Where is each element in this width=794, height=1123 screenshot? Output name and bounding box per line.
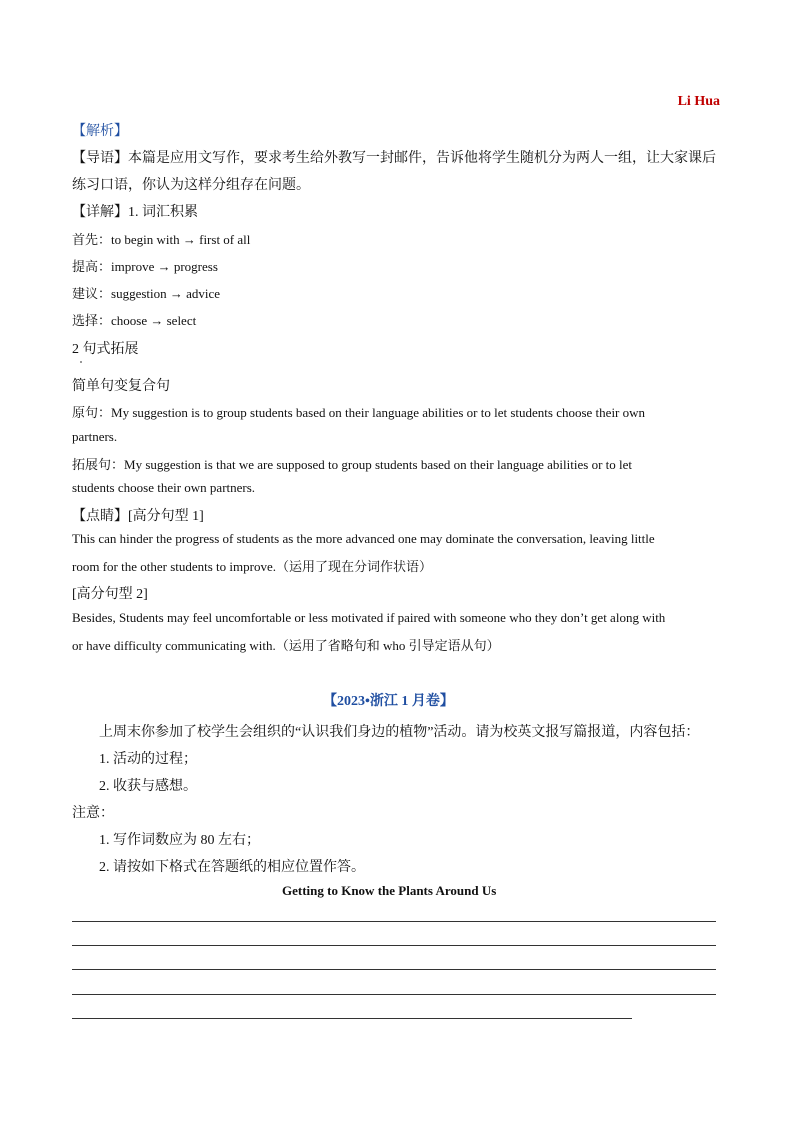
analysis-heading: 【解析】: [72, 124, 128, 139]
vocab-cn: 选择：: [72, 313, 112, 328]
high-pattern-2-line-1: Besides, Students may feel uncomfortable or less motivated if paired with someone who they don’t get along with: [72, 610, 666, 625]
vocab-item: [72, 256, 218, 275]
extended-label: 拓展句：: [72, 457, 125, 472]
high-pattern-2-title: [高分句型 2]: [72, 587, 148, 602]
answer-line: [72, 921, 716, 922]
answer-line: [72, 945, 716, 946]
vocab-cn: 建议：: [72, 286, 112, 301]
vocab-en: choose → select: [111, 313, 197, 328]
guide-line-2: 练习口语，你认为这样分组存在问题。: [72, 178, 310, 193]
highlight-label: 【点睛】: [72, 509, 128, 524]
original-sentence-line-1: [72, 402, 645, 421]
vocab-en: to begin with → first of all: [111, 232, 251, 247]
original-text-1: My suggestion is to group students based on their language abilities or to let students choose their own: [111, 405, 646, 420]
task-prompt: 上周末你参加了校学生会组织的“认识我们身边的植物”活动。请为校英文报写篇报道，内容包括：: [99, 725, 700, 740]
signature: Li Hua: [677, 94, 720, 109]
extended-text-1: My suggestion is that we are supposed to group students based on their language abilities or to let: [124, 457, 633, 472]
detail-title: 1. 词汇积累: [128, 205, 198, 220]
task-title: 【2023•浙江 1 月卷】: [323, 694, 454, 709]
task-point: 2. 收获与感想。: [99, 779, 197, 794]
vocab-item: [72, 283, 220, 302]
extended-sentence-line-1: [72, 454, 632, 473]
vocab-item: [72, 229, 250, 248]
high-pattern-1-line-2: room for the other students to improve.（运用了现在分词作状语）: [72, 559, 432, 574]
guide-text-1: 本篇是应用文写作，要求考生给外教写一封邮件，告诉他将学生随机分为两人一组，让大家课后: [128, 151, 716, 166]
sentence-subtitle: 简单句变复合句: [72, 379, 170, 394]
vocab-item: [72, 310, 196, 329]
answer-line: [72, 1018, 632, 1019]
original-sentence-line-2: partners.: [72, 429, 118, 444]
vocab-cn: 首先：: [72, 232, 112, 247]
high-pattern-1-line-1: This can hinder the progress of students as the more advanced one may dominate the conversation, leaving little: [72, 531, 655, 546]
note-item: 1. 写作词数应为 80 左右；: [99, 833, 260, 848]
vocab-cn: 提高：: [72, 259, 112, 274]
guide-line-1: [72, 147, 716, 167]
sentence-title: 2 句式拓展: [72, 342, 139, 357]
vocab-en: improve → progress: [111, 259, 218, 274]
guide-label: 【导语】: [72, 151, 128, 166]
detail-label: 【详解】: [72, 205, 128, 220]
highlight-line: [72, 505, 204, 525]
answer-line: [72, 969, 716, 970]
original-label: 原句：: [72, 405, 112, 420]
high-pattern-1-title: [高分句型 1]: [128, 509, 204, 524]
note-item: 2. 请按如下格式在答题纸的相应位置作答。: [99, 860, 365, 875]
high-pattern-2-line-2: or have difficulty communicating with.（运用了省略句和 who 引导定语从句）: [72, 638, 500, 653]
extended-sentence-line-2: students choose their own partners.: [72, 480, 256, 495]
essay-title: Getting to Know the Plants Around Us: [282, 883, 497, 898]
task-point: 1. 活动的过程；: [99, 752, 197, 767]
notes-label: 注意：: [72, 806, 114, 821]
answer-line: [72, 994, 716, 995]
vocab-en: suggestion → advice: [111, 286, 221, 301]
detail-line: [72, 201, 198, 221]
stray-dot: [80, 361, 82, 363]
